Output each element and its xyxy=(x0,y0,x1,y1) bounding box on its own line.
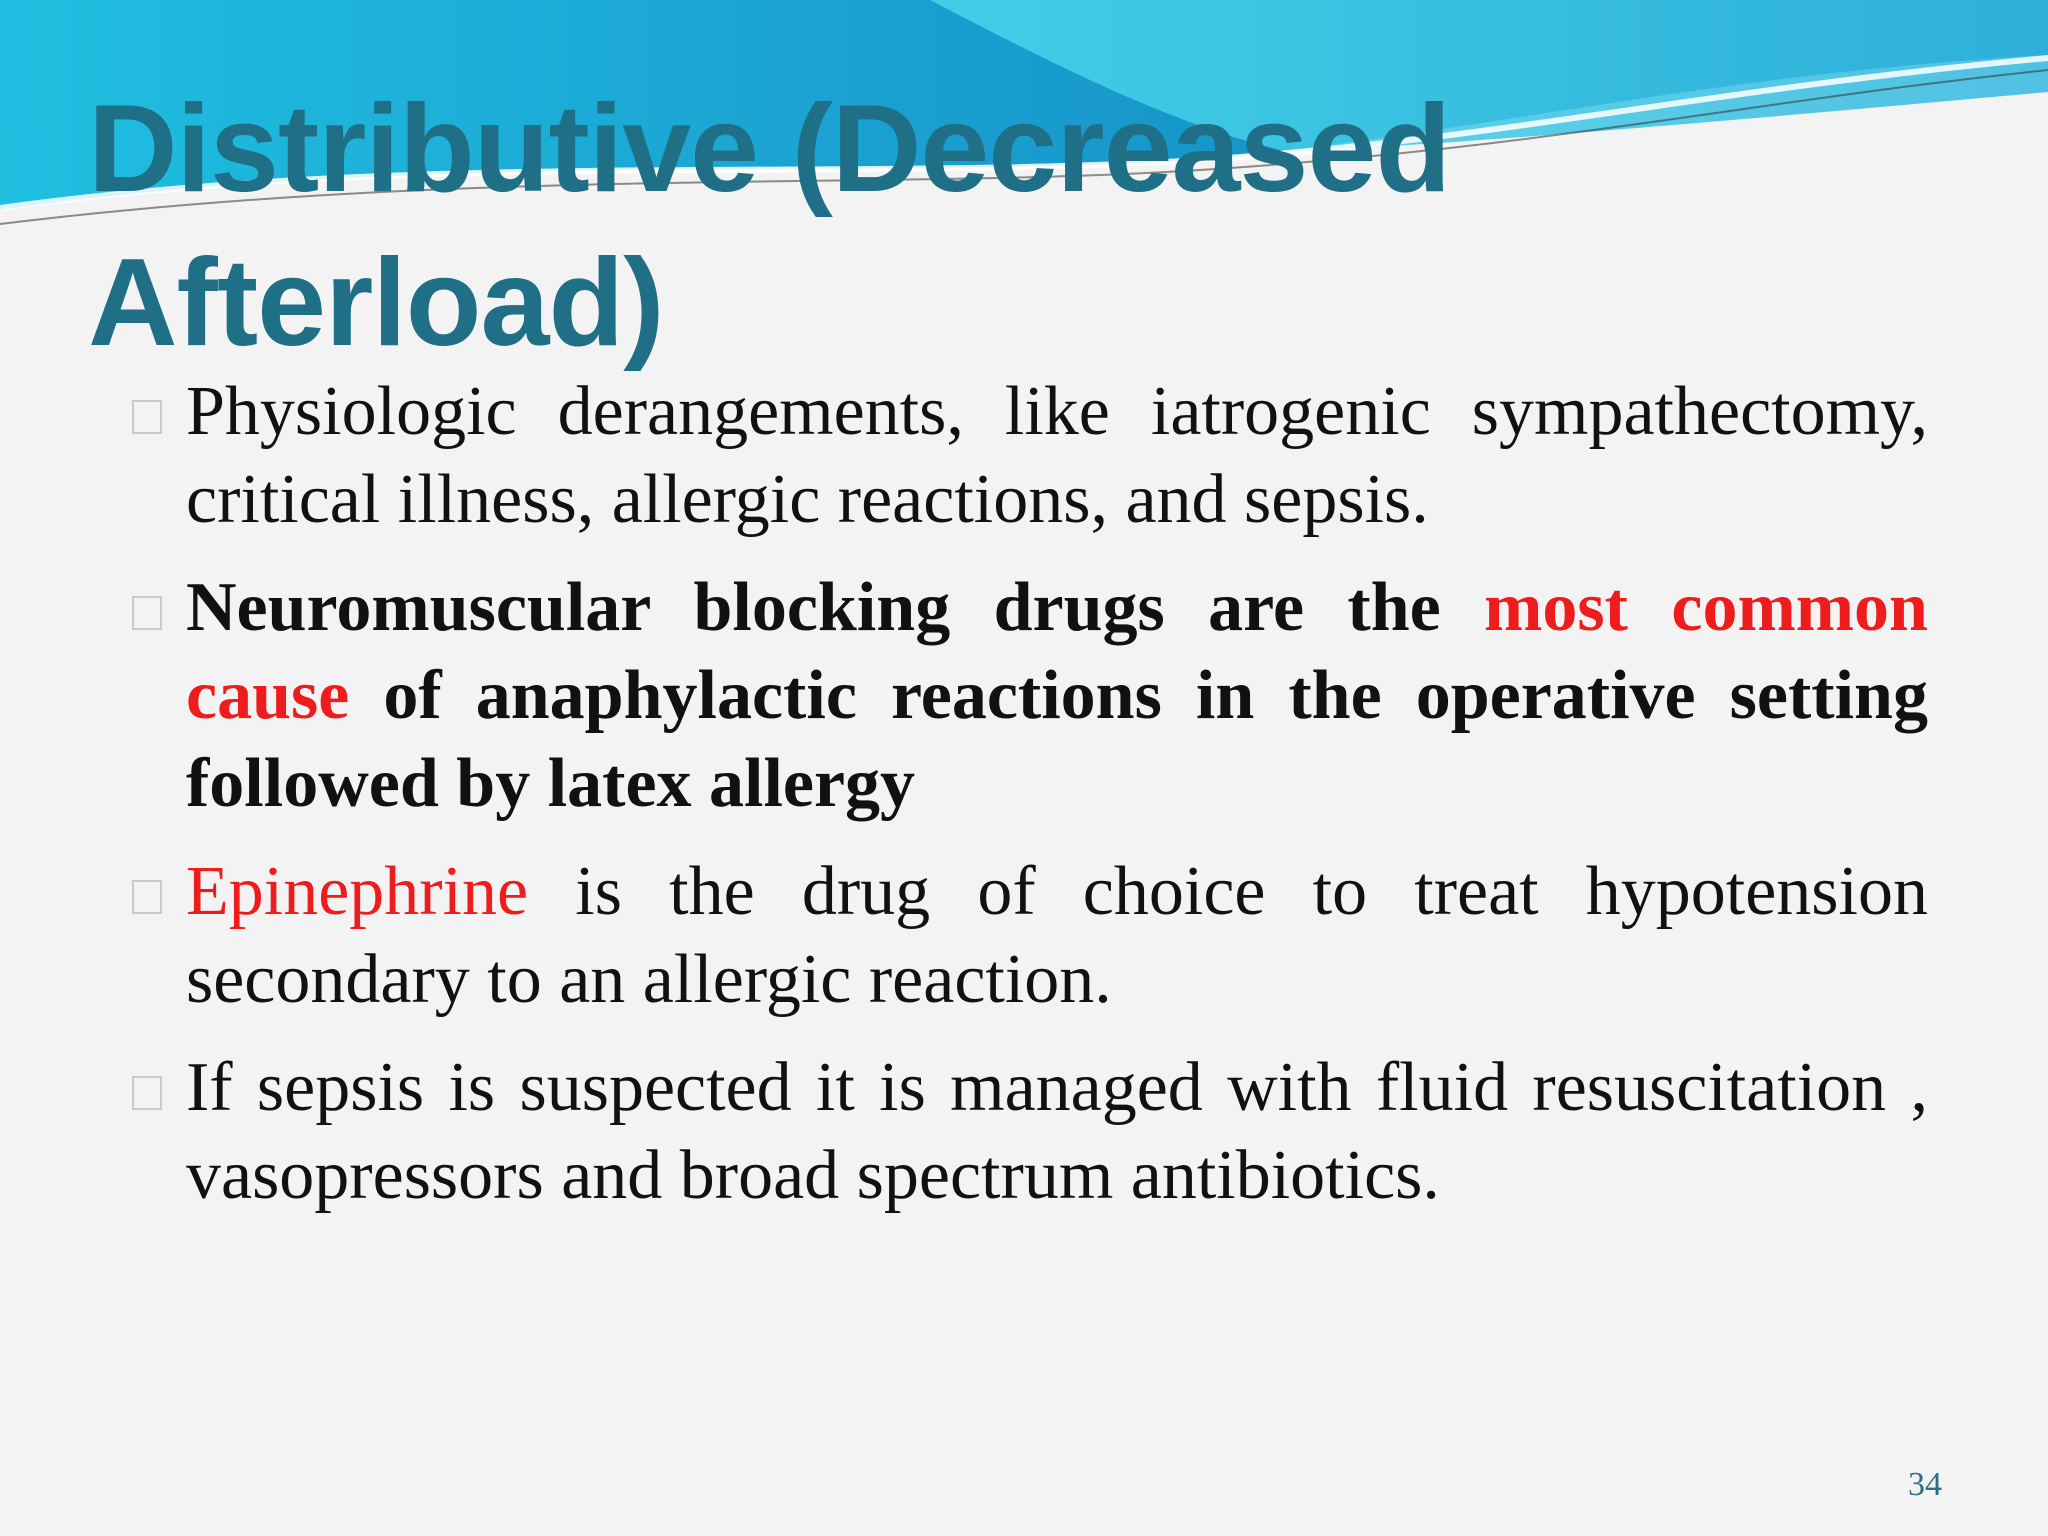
bullet-text: Neuromuscular blocking drugs are the xyxy=(186,569,1485,646)
bullet-item xyxy=(128,564,1928,828)
bullet-text: is the drug of choice to treat hypotension secondary to an allergic reaction. xyxy=(186,853,1928,1018)
page-number: 34 xyxy=(1908,1466,1942,1503)
slide-title: Distributive (Decreased Afterload) xyxy=(88,80,1451,372)
bullet-text: Physiologic derangements, like iatrogenic sympathectomy, critical illness, allergic reactions, and sepsis. xyxy=(186,373,1928,538)
highlighted-text: most common cause xyxy=(186,569,1928,734)
bullet-item xyxy=(128,848,1928,1024)
bullet-text: of anaphylactic reactions in the operative setting followed by latex allergy xyxy=(186,657,1928,822)
square-bullet-icon xyxy=(132,1076,162,1110)
square-bullet-icon xyxy=(132,880,162,914)
bullet-item xyxy=(128,368,1928,544)
highlighted-text: Epinephrine xyxy=(186,853,529,930)
bullet-text: If sepsis is suspected it is managed with fluid resuscitation , vasopressors and broad spectrum antibiotics. xyxy=(186,1049,1928,1214)
square-bullet-icon xyxy=(132,596,162,630)
square-bullet-icon xyxy=(132,400,162,434)
bullet-item xyxy=(128,1044,1928,1220)
bullet-list xyxy=(128,368,1928,1240)
